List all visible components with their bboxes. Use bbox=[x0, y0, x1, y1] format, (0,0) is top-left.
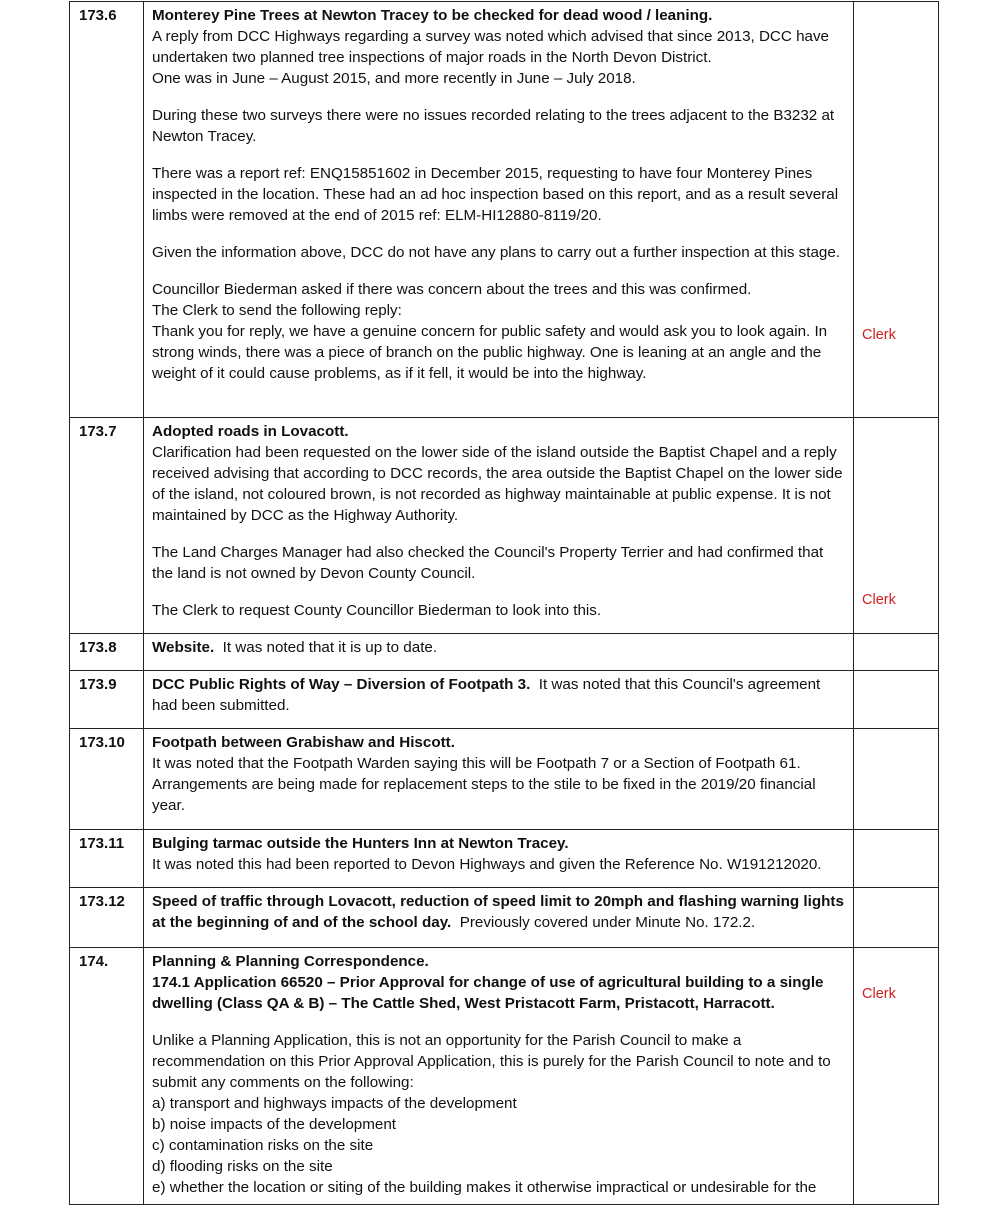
list-item: c) contamination risks on the site bbox=[152, 1137, 374, 1154]
minute-text: A reply from DCC Highways regarding a survey was noted which advised that since 2013, DCC have undertaken two planned tree inspections of major roads in the North Devon District. bbox=[152, 28, 830, 66]
action-cell bbox=[854, 729, 939, 830]
minute-title: Bulging tarmac outside the Hunters Inn at Newton Tracey. bbox=[152, 835, 569, 852]
minute-row bbox=[70, 418, 939, 634]
minute-body bbox=[144, 888, 854, 948]
minute-body bbox=[144, 948, 854, 1205]
minute-text: Thank you for reply, we have a genuine concern for public safety and would ask you to look again. In strong winds, there was a piece of branch on the public highway. One is leaning at an angle and the weight of it could cause problems, as if it fell, it would be into the highway. bbox=[152, 323, 828, 382]
minute-text: It was noted that it is up to date. bbox=[222, 639, 438, 656]
minute-body bbox=[144, 830, 854, 888]
minute-row bbox=[70, 634, 939, 671]
list-item: a) transport and highways impacts of the development bbox=[152, 1095, 517, 1112]
minute-text: The Clerk to request County Councillor Biederman to look into this. bbox=[152, 602, 602, 619]
minute-title: Footpath between Grabishaw and Hiscott. bbox=[152, 734, 455, 751]
minute-row bbox=[70, 948, 939, 1205]
minute-text: One was in June – August 2015, and more recently in June – July 2018. bbox=[152, 70, 636, 87]
action-label: Clerk bbox=[862, 986, 896, 1002]
minute-text: It was noted that this Council's agreement had been submitted. bbox=[152, 676, 821, 714]
action-label: Clerk bbox=[862, 592, 896, 608]
minute-text: There was a report ref: ENQ15851602 in December 2015, requesting to have four Monterey Pines inspected in the location. These had an ad hoc inspection based on this report, and as a result several limbs were removed at the end of 2015 ref: ELM-HI12880-8119/20. bbox=[152, 165, 839, 224]
action-cell bbox=[854, 948, 939, 1205]
minute-number: 173.7 bbox=[70, 418, 144, 634]
minute-body bbox=[144, 634, 854, 671]
minute-text: The Clerk to send the following reply: bbox=[152, 302, 402, 319]
minute-title: Adopted roads in Lovacott. bbox=[152, 423, 349, 440]
minute-title: Speed of traffic through Lovacott, reduction of speed limit to 20mph and flashing warning lights at the beginning of and of the school day. bbox=[152, 893, 844, 931]
minute-row bbox=[70, 888, 939, 948]
minute-text: It was noted that the Footpath Warden saying this will be Footpath 7 or a Section of Footpath 61. Arrangements are being made for replacement steps to the stile to be fixed in the 2019/20 financial year. bbox=[152, 755, 816, 814]
minute-body bbox=[144, 2, 854, 418]
minute-row bbox=[70, 830, 939, 888]
minute-body bbox=[144, 418, 854, 634]
action-label: Clerk bbox=[862, 327, 896, 343]
action-cell bbox=[854, 888, 939, 948]
action-cell bbox=[854, 671, 939, 729]
minute-number: 173.9 bbox=[70, 671, 144, 729]
list-item: e) whether the location or siting of the building makes it otherwise impractical or undesirable for the bbox=[152, 1179, 817, 1196]
minute-subtitle: 174.1 Application 66520 – Prior Approval for change of use of agricultural building to a single dwelling (Class QA & B) – The Cattle Shed, West Pristacott Farm, Pristacott, Harracott. bbox=[152, 974, 824, 1012]
minute-text: Unlike a Planning Application, this is not an opportunity for the Parish Council to make a recommendation on this Prior Approval Application, this is purely for the Parish Council to note and to submit any comments on the following: bbox=[152, 1032, 831, 1091]
minute-text: Clarification had been requested on the lower side of the island outside the Baptist Chapel and a reply received advising that according to DCC records, the area outside the Baptist Chapel on the lower side of the island, not coloured brown, is not recorded as highway maintainable at public expense. It is not maintained by DCC as the Highway Authority. bbox=[152, 444, 843, 524]
minute-title: Website. bbox=[152, 639, 215, 656]
minute-number: 173.10 bbox=[70, 729, 144, 830]
minute-text: Councillor Biederman asked if there was concern about the trees and this was confirmed. bbox=[152, 281, 752, 298]
minute-number: 173.6 bbox=[70, 2, 144, 418]
minute-body bbox=[144, 729, 854, 830]
minute-row bbox=[70, 729, 939, 830]
minute-number: 174. bbox=[70, 948, 144, 1205]
minute-row bbox=[70, 2, 939, 418]
minute-number: 173.11 bbox=[70, 830, 144, 888]
minute-body bbox=[144, 671, 854, 729]
minute-text: It was noted this had been reported to Devon Highways and given the Reference No. W191212020. bbox=[152, 856, 822, 873]
minute-number: 173.8 bbox=[70, 634, 144, 671]
list-item: b) noise impacts of the development bbox=[152, 1116, 396, 1133]
minute-row bbox=[70, 671, 939, 729]
minute-text: Previously covered under Minute No. 172.2. bbox=[459, 914, 756, 931]
minute-title: Monterey Pine Trees at Newton Tracey to be checked for dead wood / leaning. bbox=[152, 7, 713, 24]
minute-text: During these two surveys there were no issues recorded relating to the trees adjacent to the B3232 at Newton Tracey. bbox=[152, 107, 835, 145]
action-cell bbox=[854, 830, 939, 888]
list-item: d) flooding risks on the site bbox=[152, 1158, 333, 1175]
minute-text: Given the information above, DCC do not have any plans to carry out a further inspection at this stage. bbox=[152, 244, 841, 261]
action-cell bbox=[854, 2, 939, 418]
minute-title: Planning & Planning Correspondence. bbox=[152, 953, 429, 970]
action-cell bbox=[854, 634, 939, 671]
minutes-table bbox=[69, 1, 939, 1205]
minute-text: The Land Charges Manager had also checked the Council's Property Terrier and had confirmed that the land is not owned by Devon County Council. bbox=[152, 544, 824, 582]
minute-title: DCC Public Rights of Way – Diversion of Footpath 3. bbox=[152, 676, 531, 693]
minute-number: 173.12 bbox=[70, 888, 144, 948]
action-cell bbox=[854, 418, 939, 634]
